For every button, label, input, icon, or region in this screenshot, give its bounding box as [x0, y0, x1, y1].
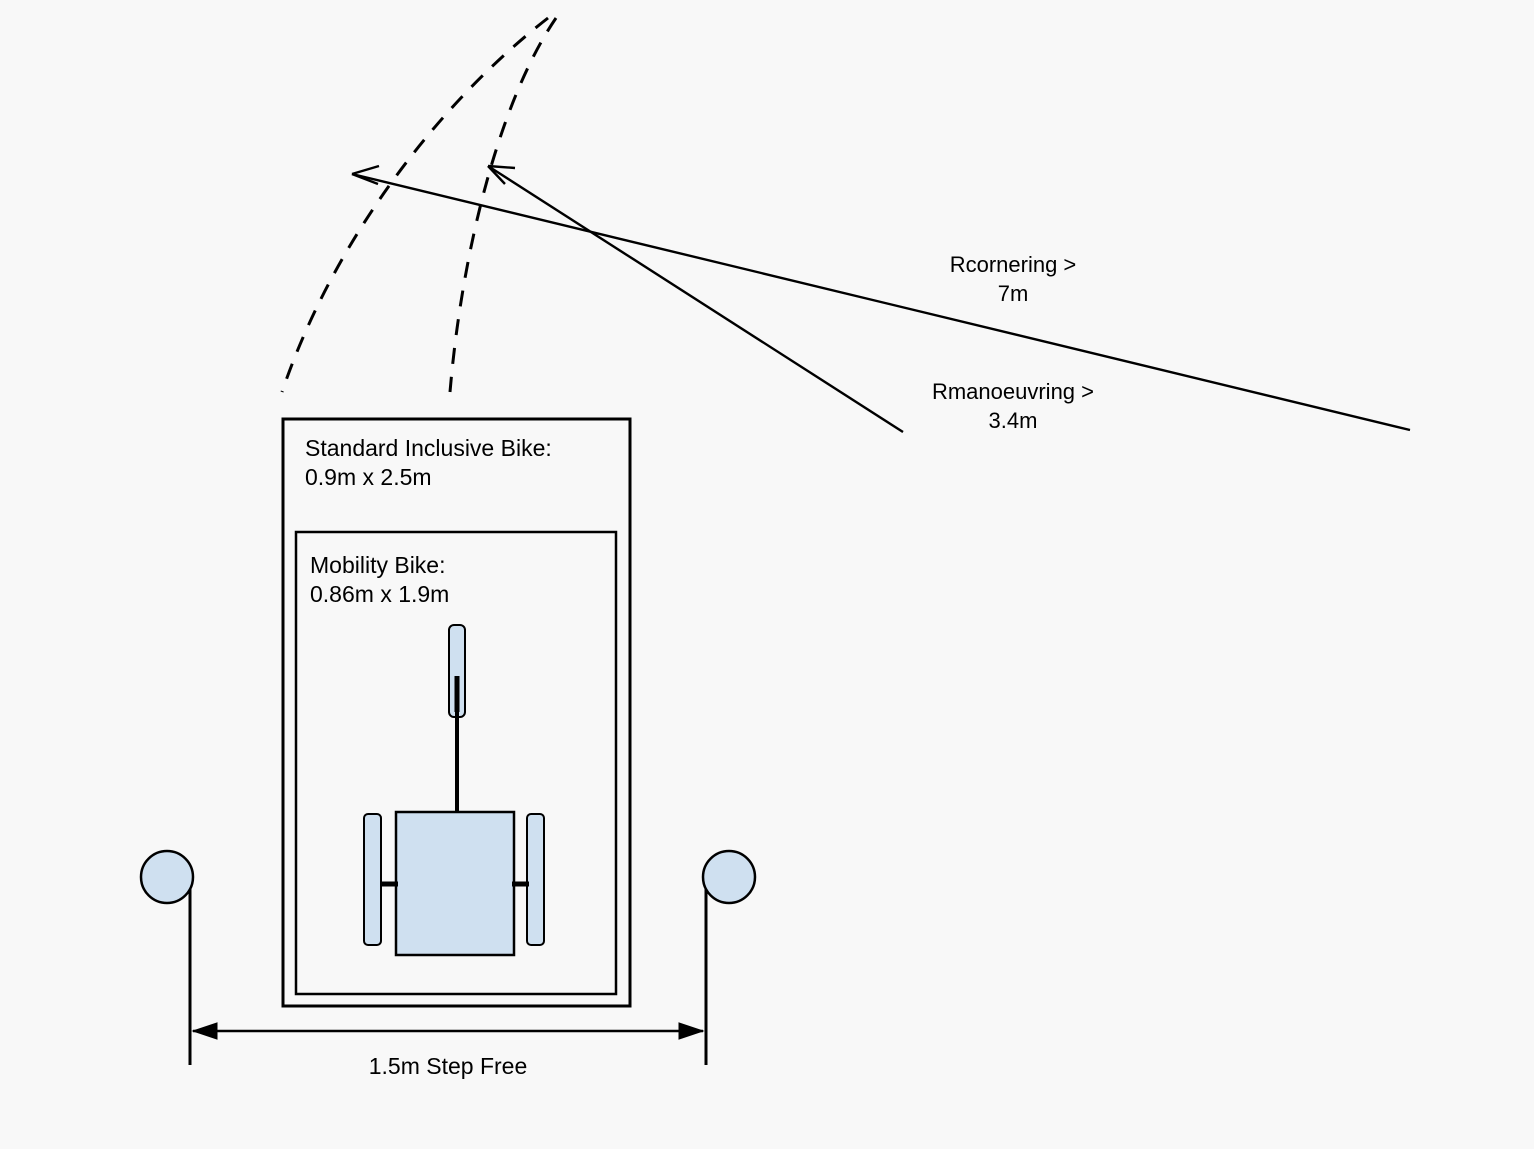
step-free-label: 1.5m Step Free — [368, 1053, 528, 1079]
step-free-arrowhead-left-icon — [193, 1023, 217, 1039]
leader-line-cornering — [352, 174, 1410, 430]
cornering-label-line1: Rcornering > — [949, 252, 1077, 277]
bollard-left-icon — [141, 851, 193, 903]
manoeuvring-label-line1: Rmanoeuvring > — [931, 379, 1095, 404]
trike-wheel-right — [527, 814, 544, 945]
mobility-bike-label-name: Mobility Bike: — [310, 552, 446, 578]
arrowhead-cornering-icon — [352, 166, 379, 184]
standard-bike-label-dimensions: 0.9m x 2.5m — [305, 464, 432, 490]
trike-body — [396, 812, 514, 955]
trike-wheel-left — [364, 814, 381, 945]
cornering-label-line2: 7m — [997, 281, 1029, 306]
manoeuvring-label-line2: 3.4m — [988, 408, 1038, 433]
standard-bike-label-name: Standard Inclusive Bike: — [305, 435, 552, 461]
mobility-bike-label-dimensions: 0.86m x 1.9m — [310, 581, 450, 607]
dashed-arc-manoeuvring-icon — [450, 18, 556, 392]
bollard-right-icon — [703, 851, 755, 903]
leader-line-manoeuvring — [488, 166, 903, 432]
step-free-arrowhead-right-icon — [679, 1023, 703, 1039]
dashed-arc-cornering-icon — [282, 18, 548, 392]
